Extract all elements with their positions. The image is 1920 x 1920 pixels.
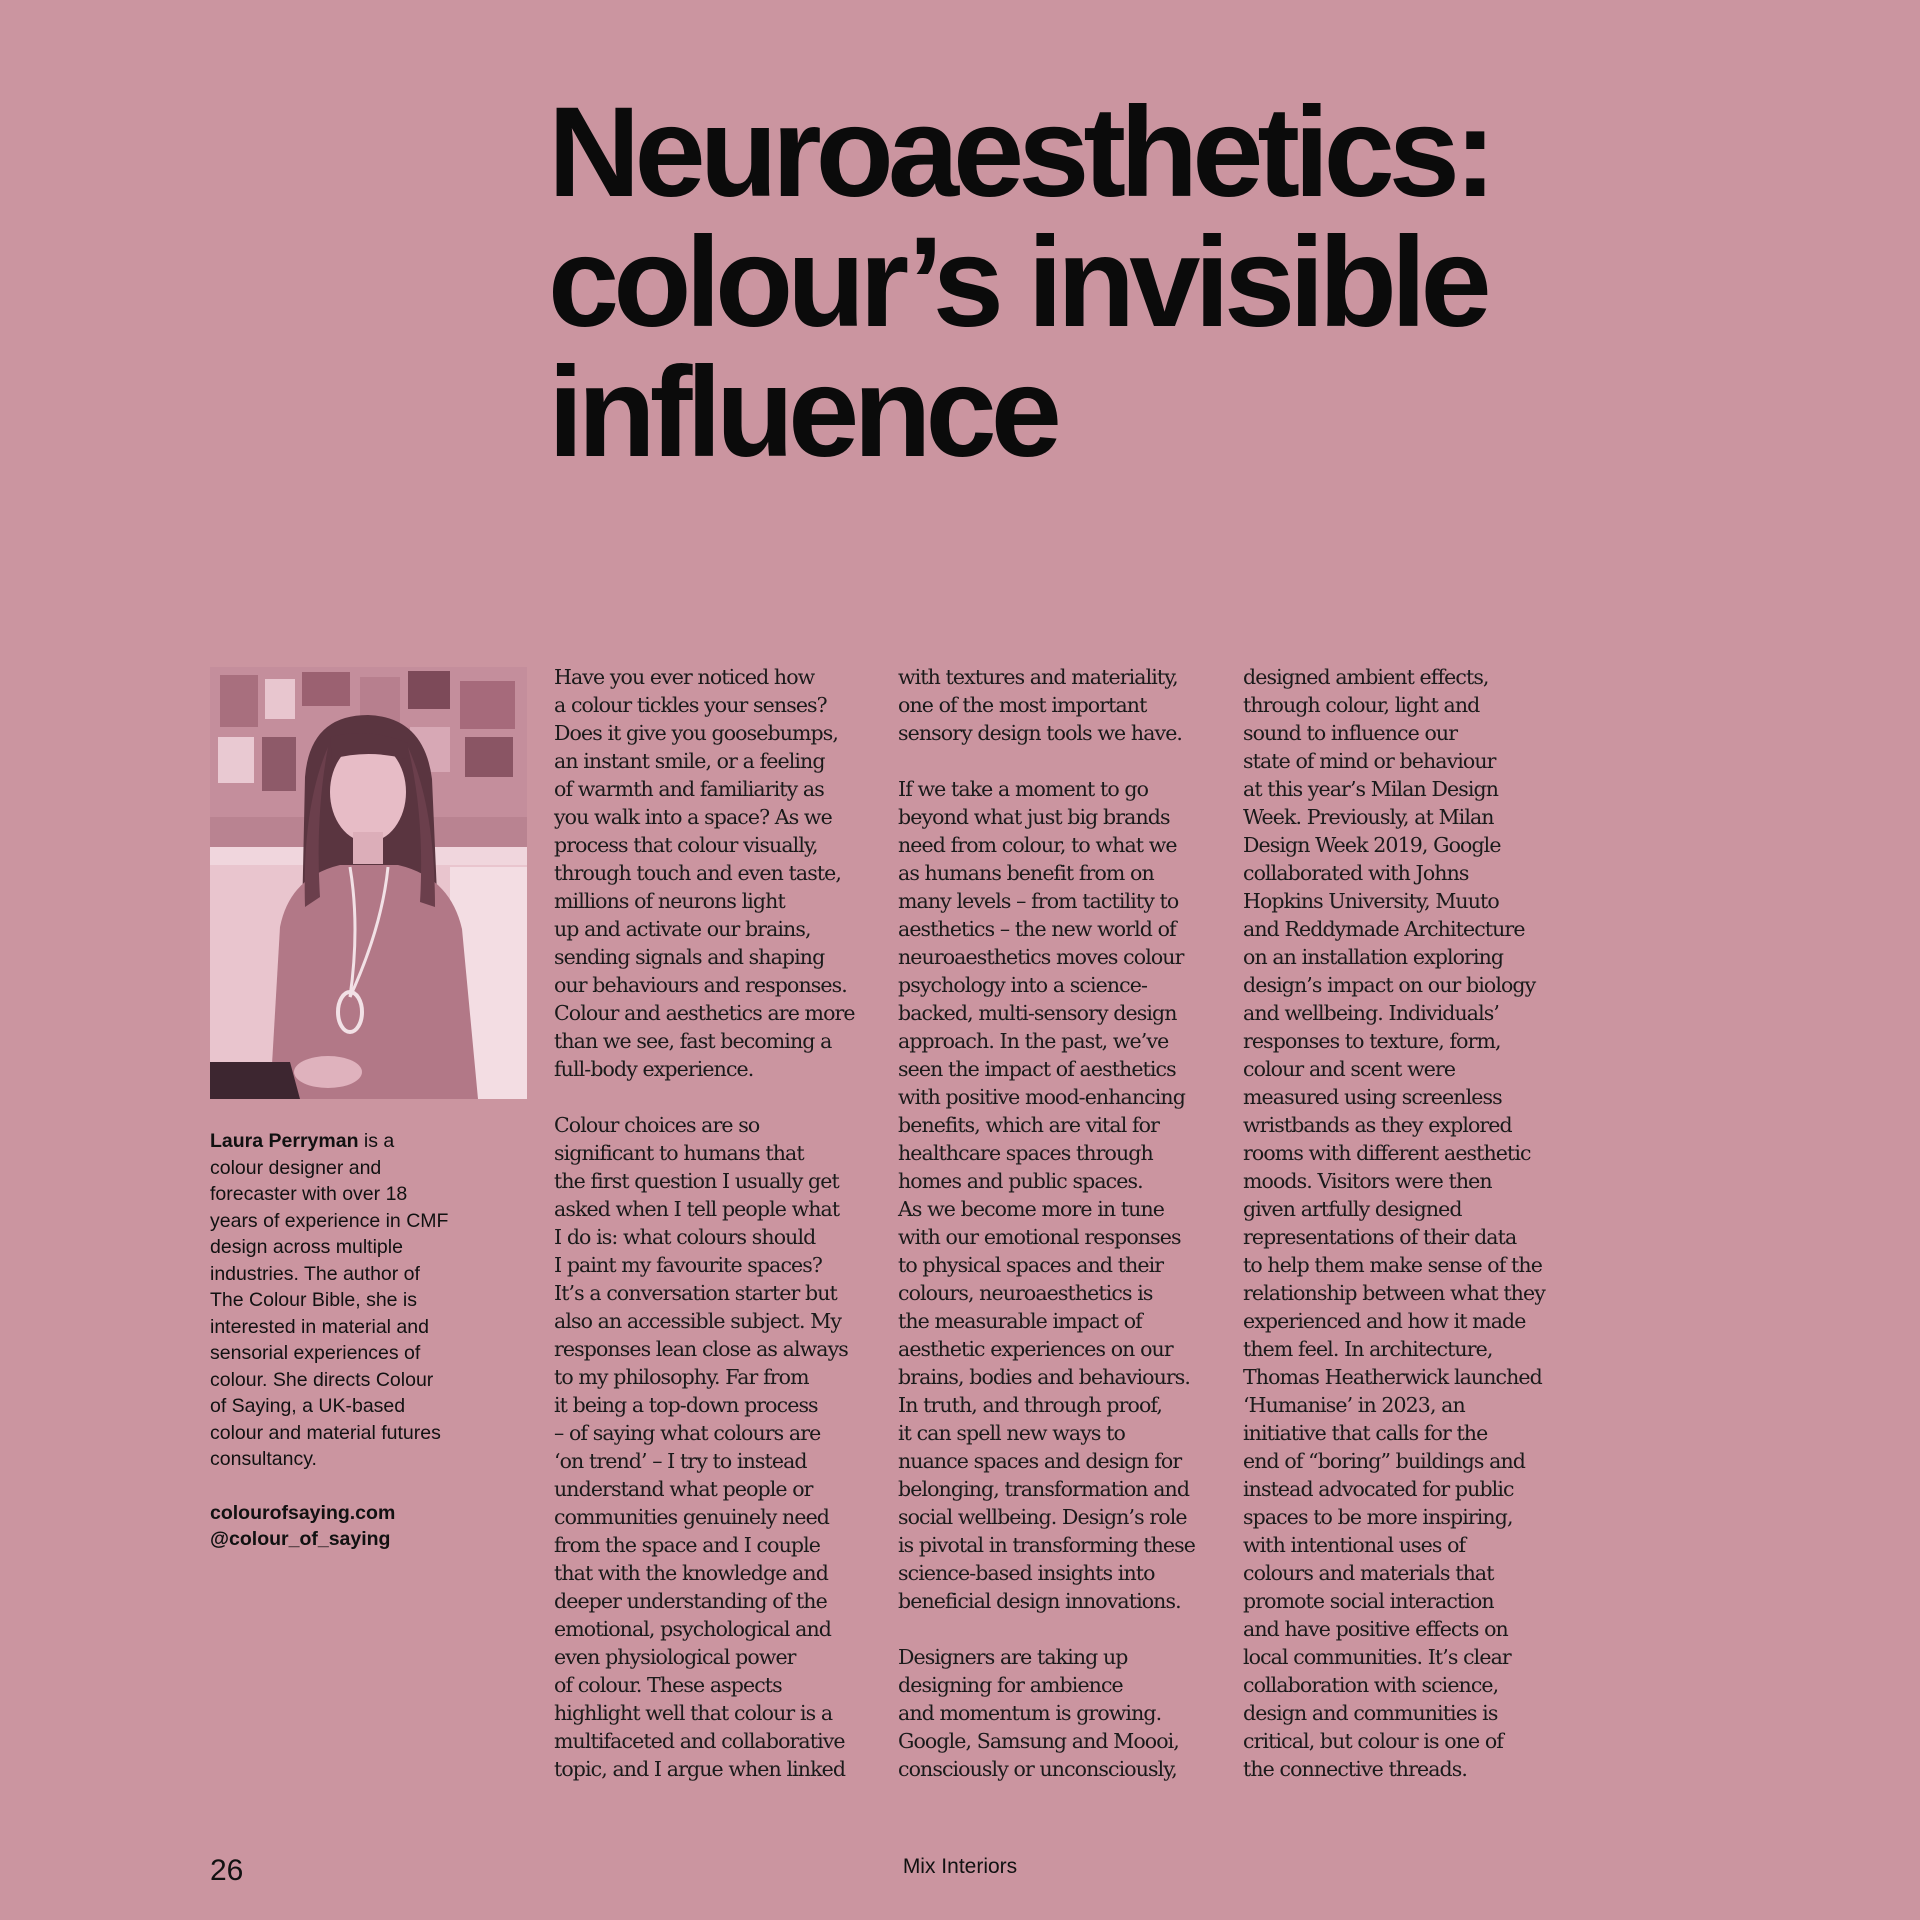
article-text-line: experienced and how it made <box>1243 1309 1526 1333</box>
article-text-line: the first question I usually get <box>554 1169 839 1193</box>
article-column-2 <box>898 663 1218 1783</box>
article-column-1 <box>554 663 874 1783</box>
title-line-3: influence <box>548 341 1056 484</box>
article-text-line: design’s impact on our biology <box>1243 973 1536 997</box>
article-text-line: the connective threads. <box>1243 1757 1468 1781</box>
article-text-line: ‘Humanise’ in 2023, an <box>1243 1393 1465 1417</box>
title-line-1: Neuroaesthetics: <box>548 81 1491 224</box>
article-text-line: a colour tickles your senses? <box>554 693 827 717</box>
article-text-line: colour and scent were <box>1243 1057 1456 1081</box>
article-text-line: and momentum is growing. <box>898 1701 1162 1725</box>
article-text-line: Thomas Heatherwick launched <box>1243 1365 1542 1389</box>
article-text-line: Does it give you goosebumps, <box>554 721 838 745</box>
portrait-photo-icon <box>210 667 527 1099</box>
article-text-line: process that colour visually, <box>554 833 818 857</box>
article-text-line: with our emotional responses <box>898 1225 1181 1249</box>
article-text-line: sensory design tools we have. <box>898 721 1183 745</box>
page-number: 26 <box>210 1854 244 1887</box>
article-text-line: the measurable impact of <box>898 1309 1142 1333</box>
article-text-line: to my philosophy. Far from <box>554 1365 809 1389</box>
article-text-line: that with the knowledge and <box>554 1561 828 1585</box>
article-text-line: designed ambient effects, <box>1243 665 1489 689</box>
article-text-line: given artfully designed <box>1243 1197 1462 1221</box>
article-text-line: Colour choices are so <box>554 1113 760 1137</box>
article-text-line: of colour. These aspects <box>554 1673 782 1697</box>
article-text-line: promote social interaction <box>1243 1589 1494 1613</box>
article-text-line: and wellbeing. Individuals’ <box>1243 1001 1499 1025</box>
article-text-line: to physical spaces and their <box>898 1253 1164 1277</box>
article-text-line: Have you ever noticed how <box>554 665 815 689</box>
article-text-line: beyond what just big brands <box>898 805 1170 829</box>
article-text-line: it can spell new ways to <box>898 1421 1125 1445</box>
article-text-line: our behaviours and responses. <box>554 973 847 997</box>
article-text-line: critical, but colour is one of <box>1243 1729 1503 1753</box>
article-text-line: state of mind or behaviour <box>1243 749 1496 773</box>
author-website-link[interactable]: colourofsaying.com <box>210 1501 396 1524</box>
article-text-line: deeper understanding of the <box>554 1589 827 1613</box>
article-text-line: moods. Visitors were then <box>1243 1169 1492 1193</box>
article-text-line: Design Week 2019, Google <box>1243 833 1501 857</box>
article-text-line: understand what people or <box>554 1477 813 1501</box>
article-text-line: wristbands as they explored <box>1243 1113 1512 1137</box>
article-text-line: them feel. In architecture, <box>1243 1337 1493 1361</box>
article-text-line: initiative that calls for the <box>1243 1421 1488 1445</box>
article-text-line: instead advocated for public <box>1243 1477 1514 1501</box>
article-text-line: beneficial design innovations. <box>898 1589 1181 1613</box>
article-text-line: on an installation exploring <box>1243 945 1504 969</box>
article-text-line: homes and public spaces. <box>898 1169 1143 1193</box>
article-text-line: full-body experience. <box>554 1057 754 1081</box>
article-text-line: than we see, fast becoming a <box>554 1029 832 1053</box>
article-text-line: neuroaesthetics moves colour <box>898 945 1184 969</box>
bio-paragraph <box>210 1128 450 1473</box>
article-text-line: even physiological power <box>554 1645 796 1669</box>
article-text-line: emotional, psychological and <box>554 1617 832 1641</box>
article-text-line: representations of their data <box>1243 1225 1517 1249</box>
article-text-line: Week. Previously, at Milan <box>1243 805 1494 829</box>
article-text-line: with textures and materiality, <box>898 665 1178 689</box>
article-text-line: designing for ambience <box>898 1673 1123 1697</box>
article-text-line: collaboration with science, <box>1243 1673 1499 1697</box>
article-text-line: through colour, light and <box>1243 693 1480 717</box>
article-text-line: approach. In the past, we’ve <box>898 1029 1169 1053</box>
article-text-line: aesthetics – the new world of <box>898 917 1176 941</box>
article-text-line: social wellbeing. Design’s role <box>898 1505 1187 1529</box>
article-column-3 <box>1243 663 1563 1783</box>
article-text-line: from the space and I couple <box>554 1533 820 1557</box>
author-links <box>210 1500 450 1553</box>
article-text-line: at this year’s Milan Design <box>1243 777 1499 801</box>
article-text-line: one of the most important <box>898 693 1147 717</box>
article-text-line: communities genuinely need <box>554 1505 830 1529</box>
article-text-line: millions of neurons light <box>554 889 785 913</box>
paragraph-gap <box>898 747 1218 775</box>
article-text-line: design and communities is <box>1243 1701 1498 1725</box>
article-text-line: highlight well that colour is a <box>554 1701 833 1725</box>
article-text-line: Designers are taking up <box>898 1645 1128 1669</box>
author-photo <box>210 667 527 1099</box>
article-text-line: Hopkins University, Muuto <box>1243 889 1499 913</box>
article-text-line: is pivotal in transforming these <box>898 1533 1195 1557</box>
article-text-line: – of saying what colours are <box>554 1421 821 1445</box>
article-text-line: up and activate our brains, <box>554 917 811 941</box>
article-text-line: I paint my favourite spaces? <box>554 1253 822 1277</box>
article-text-line: aesthetic experiences on our <box>898 1337 1173 1361</box>
article-text-line: asked when I tell people what <box>554 1197 840 1221</box>
article-text-line: backed, multi-sensory design <box>898 1001 1177 1025</box>
article-text-line: with intentional uses of <box>1243 1533 1466 1557</box>
article-text-line: through touch and even taste, <box>554 861 842 885</box>
article-title <box>548 81 1491 484</box>
article-text-line: psychology into a science- <box>898 973 1147 997</box>
article-text-line: collaborated with Johns <box>1243 861 1469 885</box>
article-text-line: In truth, and through proof, <box>898 1393 1163 1417</box>
article-text-line: Colour and aesthetics are more <box>554 1001 855 1025</box>
paragraph-gap <box>898 1615 1218 1643</box>
article-text-line: measured using screenless <box>1243 1085 1502 1109</box>
author-bio <box>210 1128 450 1553</box>
article-text-line: sound to influence our <box>1243 721 1458 745</box>
article-text-line: ‘on trend’ – I try to instead <box>554 1449 807 1473</box>
author-social-handle[interactable]: @colour_of_saying <box>210 1528 391 1550</box>
article-text-line: sending signals and shaping <box>554 945 825 969</box>
article-text-line: multifaceted and collaborative <box>554 1729 845 1753</box>
article-text-line: belonging, transformation and <box>898 1477 1190 1501</box>
article-text-line: brains, bodies and behaviours. <box>898 1365 1191 1389</box>
article-text-line: many levels – from tactility to <box>898 889 1179 913</box>
article-text-line: to help them make sense of the <box>1243 1253 1542 1277</box>
article-text-line: an instant smile, or a feeling <box>554 749 825 773</box>
bio-text: is a colour designer and forecaster with over 18 years of experience in CMF design across multiple industries. The author of The Colour Bible, she is interested in material and sensorial experiences of colour. She directs Colour of Saying, a UK-based colour and material futures consultancy. <box>210 1130 449 1470</box>
article-text-line: As we become more in tune <box>898 1197 1164 1221</box>
paragraph-gap <box>554 1083 874 1111</box>
article-text-line: need from colour, to what we <box>898 833 1177 857</box>
article-text-line: Google, Samsung and Moooi, <box>898 1729 1179 1753</box>
article-text-line: it being a top-down process <box>554 1393 818 1417</box>
article-text-line: healthcare spaces through <box>898 1141 1153 1165</box>
article-text-line: rooms with different aesthetic <box>1243 1141 1531 1165</box>
article-text-line: benefits, which are vital for <box>898 1113 1160 1137</box>
article-text-line: colours and materials that <box>1243 1561 1494 1585</box>
article-text-line: spaces to be more inspiring, <box>1243 1505 1513 1529</box>
article-text-line: consciously or unconsciously, <box>898 1757 1177 1781</box>
article-text-line: science-based insights into <box>898 1561 1155 1585</box>
article-text-line: end of “boring” buildings and <box>1243 1449 1525 1473</box>
article-text-line: It’s a conversation starter but <box>554 1281 837 1305</box>
title-line-2: colour’s invisible <box>548 211 1486 354</box>
article-text-line: I do is: what colours should <box>554 1225 816 1249</box>
article-text-line: significant to humans that <box>554 1141 804 1165</box>
article-text-line: with positive mood-enhancing <box>898 1085 1185 1109</box>
article-text-line: as humans benefit from on <box>898 861 1154 885</box>
article-text-line: local communities. It’s clear <box>1243 1645 1511 1669</box>
magazine-name: Mix Interiors <box>902 1855 1018 1878</box>
article-text-line: also an accessible subject. My <box>554 1309 841 1333</box>
article-text-line: seen the impact of aesthetics <box>898 1057 1176 1081</box>
article-text-line: and have positive effects on <box>1243 1617 1508 1641</box>
article-text-line: of warmth and familiarity as <box>554 777 824 801</box>
article-text-line: topic, and I argue when linked <box>554 1757 846 1781</box>
article-text-line: relationship between what they <box>1243 1281 1545 1305</box>
article-text-line: responses lean close as always <box>554 1337 848 1361</box>
article-text-line: colours, neuroaesthetics is <box>898 1281 1153 1305</box>
article-text-line: responses to texture, form, <box>1243 1029 1501 1053</box>
article-text-line: you walk into a space? As we <box>554 805 832 829</box>
author-name: Laura Perryman <box>210 1130 359 1152</box>
article-text-line: and Reddymade Architecture <box>1243 917 1525 941</box>
article-text-line: nuance spaces and design for <box>898 1449 1182 1473</box>
article-text-line: If we take a moment to go <box>898 777 1149 801</box>
